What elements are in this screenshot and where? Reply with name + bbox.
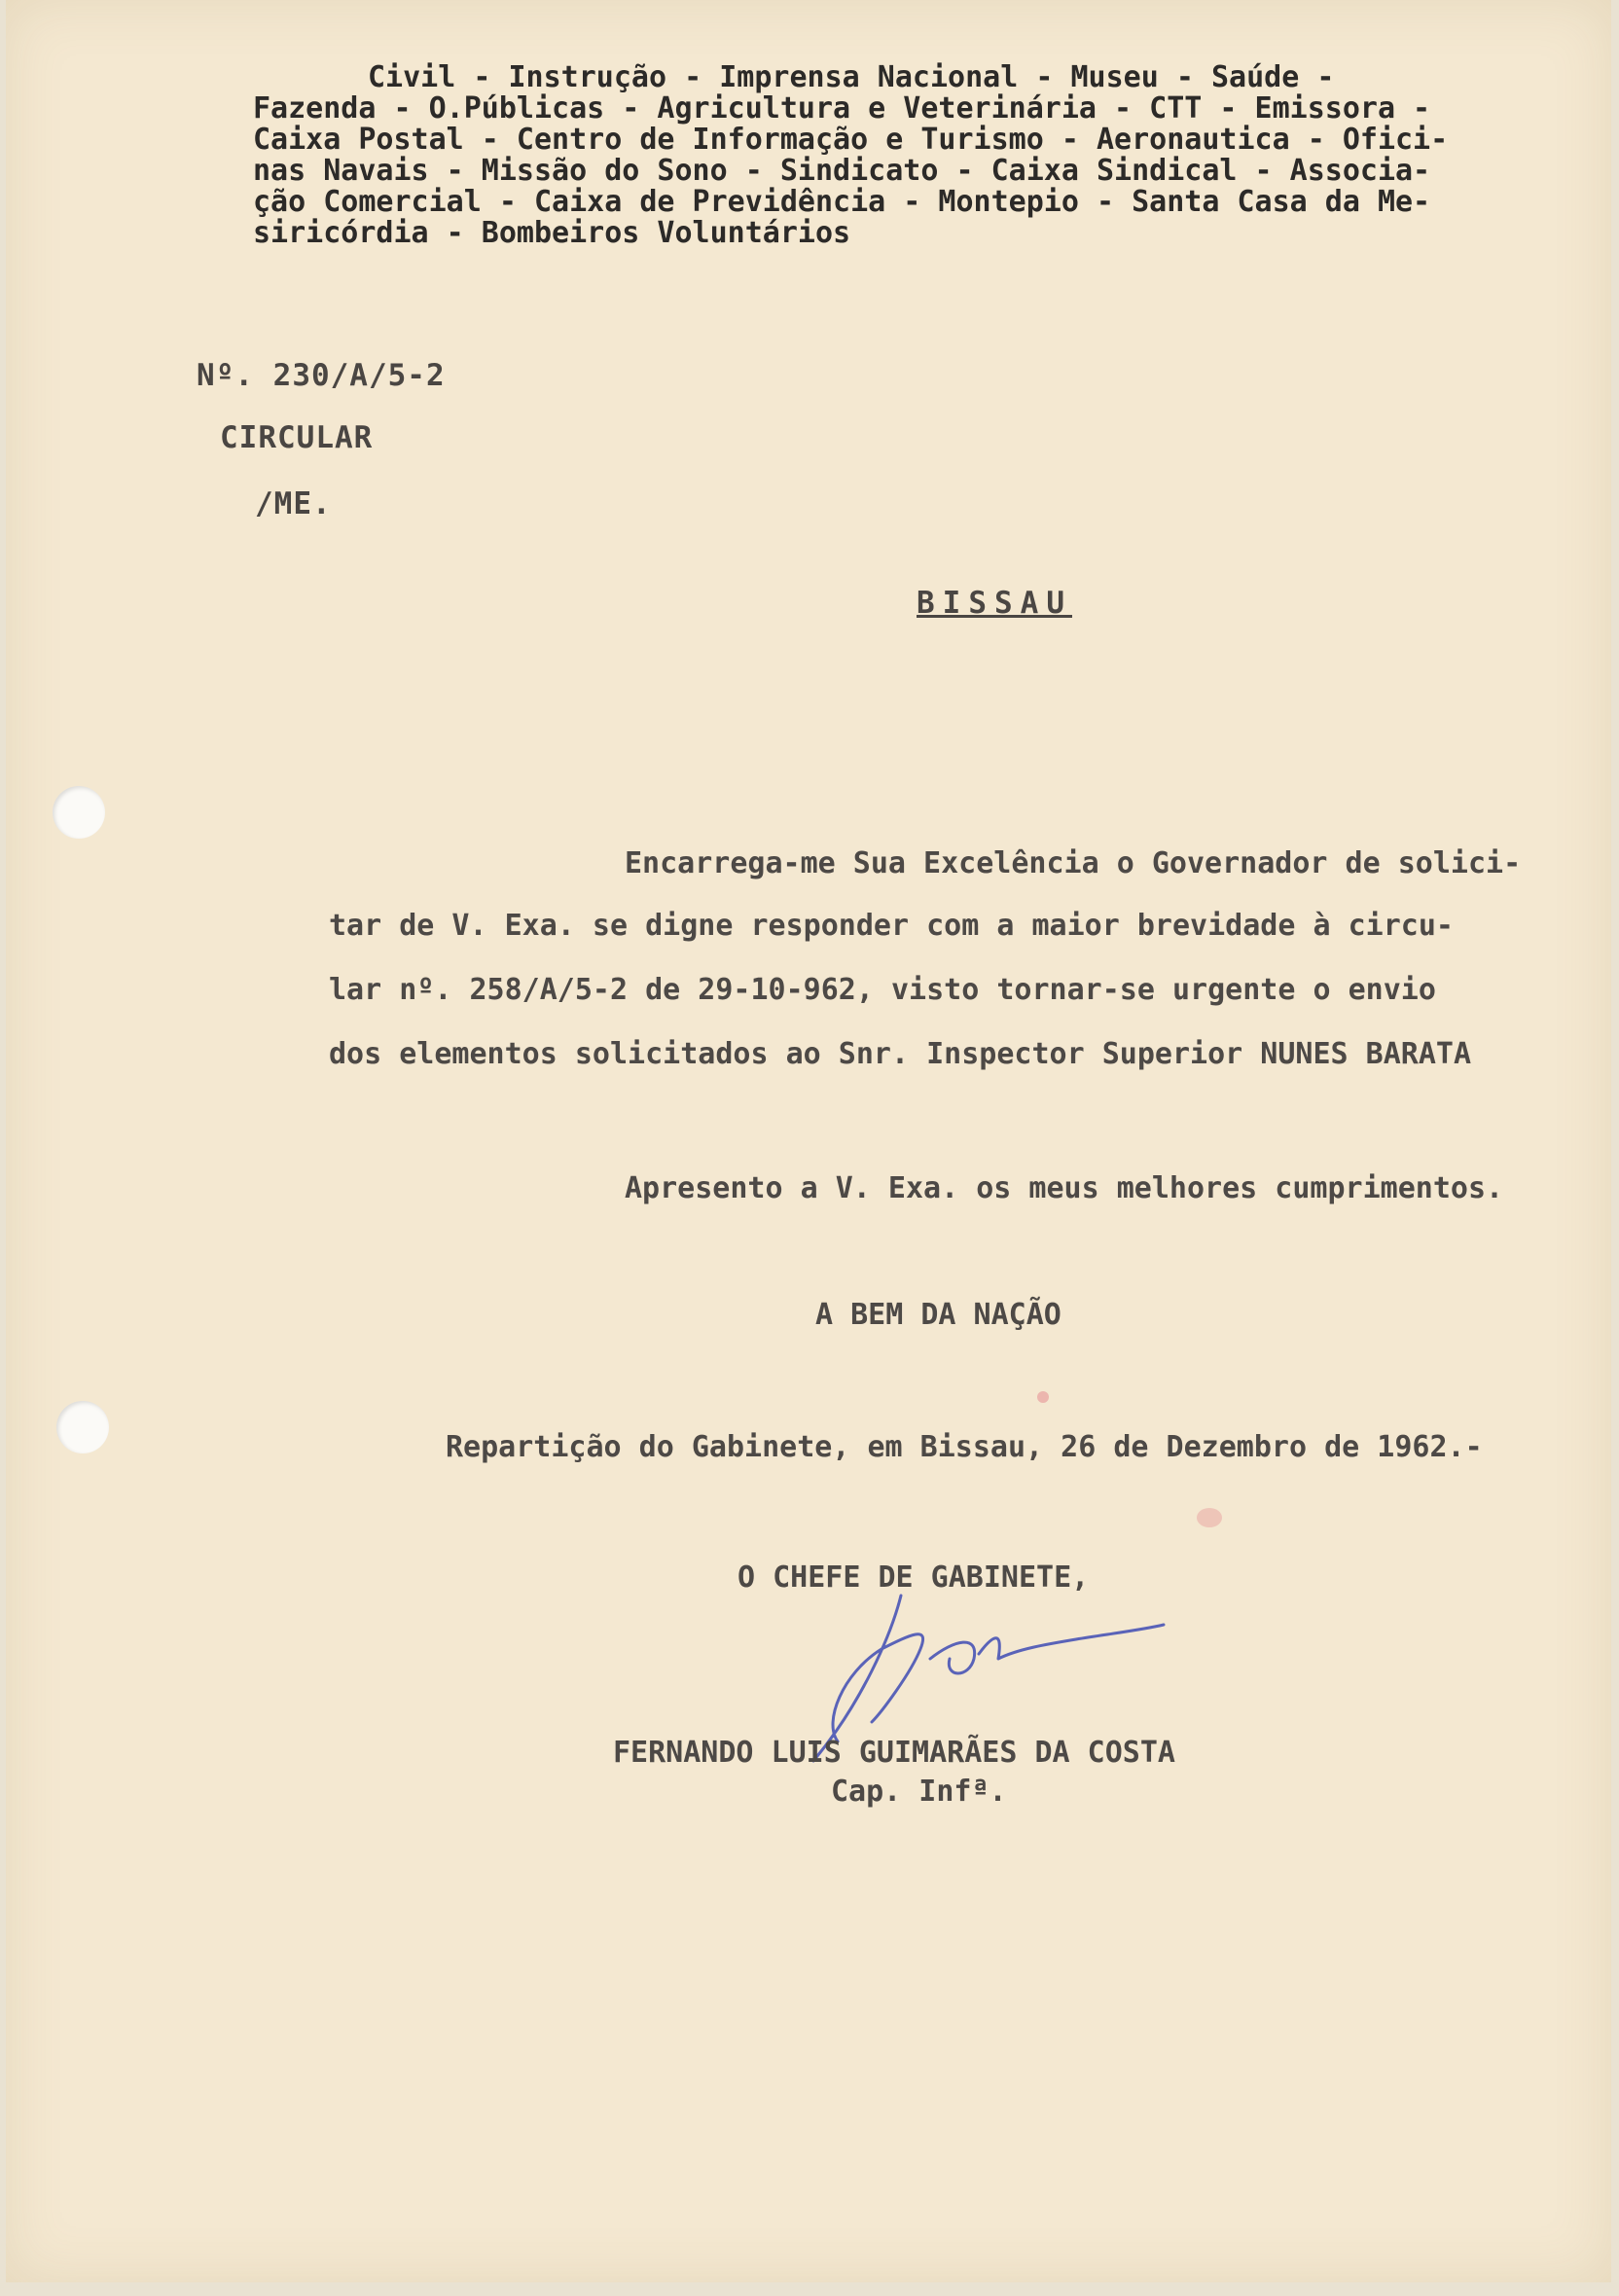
paragraph-line: lar nº. 258/A/5-2 de 29-10-962, visto tornar-se urgente o envio	[329, 973, 1436, 1007]
date-line: Repartição do Gabinete, em Bissau, 26 de Dezembro de 1962.-	[446, 1430, 1483, 1464]
departments-line: siricórdia - Bombeiros Voluntários	[253, 216, 851, 250]
punch-hole-bottom	[56, 1401, 109, 1453]
departments-line: ção Comercial - Caixa de Previdência - Montepio - Santa Casa da Me-	[253, 185, 1431, 219]
ink-stain	[1037, 1391, 1049, 1403]
motto: A BEM DA NAÇÃO	[815, 1298, 1061, 1332]
signatory-rank: Cap. Infª.	[831, 1775, 1007, 1809]
departments-line: Fazenda - O.Públicas - Agricultura e Veterinária - CTT - Emissora -	[253, 91, 1431, 126]
departments-line: nas Navais - Missão do Sono - Sindicato - Caixa Sindical - Associa-	[253, 154, 1431, 188]
reference-initials: /ME.	[255, 486, 332, 521]
ink-stain	[1197, 1508, 1222, 1527]
departments-line: Caixa Postal - Centro de Informação e Turismo - Aeronautica - Ofici-	[253, 123, 1449, 157]
reference-type: CIRCULAR	[220, 420, 374, 455]
document-page	[6, 0, 1611, 2282]
signatory-name: FERNANDO LUIS GUIMARÃES DA COSTA	[613, 1736, 1175, 1770]
paragraph-line: dos elementos solicitados ao Snr. Inspector Superior NUNES BARATA	[329, 1037, 1471, 1071]
departments-line: Civil - Instrução - Imprensa Nacional - Museu - Saúde -	[368, 60, 1335, 94]
signatory-role: O CHEFE DE GABINETE,	[738, 1561, 1090, 1595]
departments-list	[253, 62, 1576, 249]
closing-line: Apresento a V. Exa. os meus melhores cumprimentos.	[625, 1171, 1504, 1205]
paragraph-line: Encarrega-me Sua Excelência o Governador de solici-	[625, 846, 1522, 880]
punch-hole-top	[53, 786, 105, 839]
paragraph-line: tar de V. Exa. se digne responder com a maior brevidade à circu-	[329, 909, 1454, 943]
reference-number: Nº. 230/A/5-2	[197, 358, 446, 393]
destination-city: BISSAU	[917, 586, 1072, 621]
